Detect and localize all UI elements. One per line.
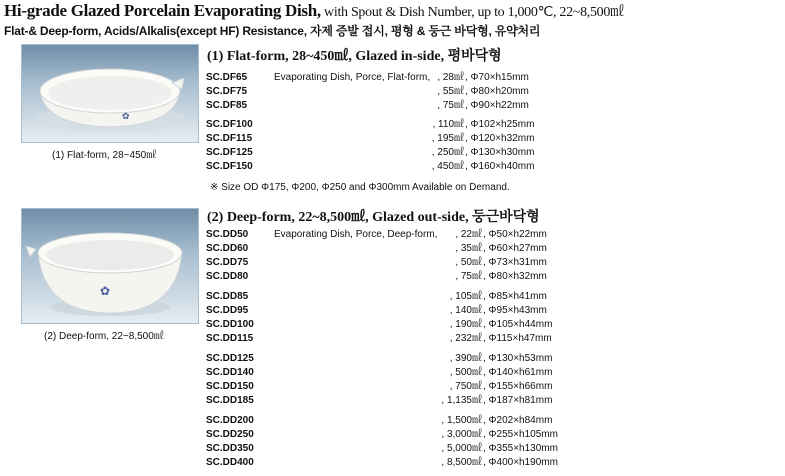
catalog-code: SC.DF115 bbox=[206, 133, 253, 144]
dimension-value: , Φ105×h44mm bbox=[483, 319, 553, 330]
title-main: Hi-grade Glazed Porcelain Evaporating Dish, bbox=[4, 1, 321, 20]
catalog-code: SC.DD75 bbox=[206, 257, 249, 268]
capacity-value: , 450㎖ bbox=[431, 161, 464, 172]
svg-text:✿: ✿ bbox=[122, 112, 130, 122]
capacity-value: , 28㎖ bbox=[437, 72, 464, 83]
capacity-value: , 390㎖ bbox=[449, 353, 482, 364]
capacity-value: , 8,500㎖ bbox=[441, 457, 482, 468]
catalog-code: SC.DD60 bbox=[206, 243, 249, 254]
capacity-value: , 110㎖ bbox=[432, 119, 464, 130]
dimension-value: , Φ400×h190mm bbox=[483, 457, 558, 468]
page-subtitle: Flat-& Deep-form, Acids/Alkalis(except HF) Resistance, 자제 증발 접시, 평형 & 둥근 바닥형, 유약처리 bbox=[4, 24, 541, 38]
dimension-value: , Φ160×h40mm bbox=[465, 161, 535, 172]
flat-dish-photo bbox=[21, 44, 199, 143]
catalog-code: SC.DD80 bbox=[206, 271, 249, 282]
dimension-value: , Φ102×h25mm bbox=[465, 119, 535, 130]
flat-note: ※ Size OD Φ175, Φ200, Φ250 and Φ300mm Available on Demand. bbox=[210, 182, 510, 193]
capacity-value: , 232㎖ bbox=[449, 333, 482, 344]
dimension-value: , Φ140×h61mm bbox=[483, 367, 553, 378]
capacity-value: , 500㎖ bbox=[449, 367, 482, 378]
dimension-value: , Φ187×h81mm bbox=[483, 395, 553, 406]
capacity-value: , 55㎖ bbox=[437, 86, 464, 97]
capacity-value: , 75㎖ bbox=[455, 271, 482, 282]
dimension-value: , Φ155×h66mm bbox=[483, 381, 553, 392]
catalog-code: SC.DD185 bbox=[206, 395, 254, 406]
capacity-value: , 1,135㎖ bbox=[441, 395, 482, 406]
catalog-code: SC.DD400 bbox=[206, 457, 254, 468]
capacity-value: , 50㎖ bbox=[455, 257, 482, 268]
dimension-value: , Φ73×h31mm bbox=[483, 257, 547, 268]
catalog-code: SC.DF65 bbox=[206, 72, 248, 83]
catalog-code: SC.DD95 bbox=[206, 305, 249, 316]
catalog-code: SC.DD200 bbox=[206, 415, 254, 426]
title-rest: with Spout & Dish Number, up to 1,000℃, 22~8,500㎖ bbox=[320, 5, 624, 20]
capacity-value: , 35㎖ bbox=[455, 243, 482, 254]
dimension-value: , Φ115×h47mm bbox=[483, 333, 552, 344]
catalog-code: SC.DD250 bbox=[206, 429, 254, 440]
deep-section-heading: (2) Deep-form, 22~8,500㎖, Glazed out-side, 둥근바닥형 bbox=[207, 210, 540, 225]
catalog-code: SC.DD85 bbox=[206, 291, 249, 302]
capacity-value: , 5,000㎖ bbox=[441, 443, 482, 454]
deep-dish-image bbox=[22, 209, 198, 323]
capacity-value: , 75㎖ bbox=[437, 100, 464, 111]
catalog-code: SC.DD350 bbox=[206, 443, 254, 454]
dimension-value: , Φ130×h30mm bbox=[465, 147, 535, 158]
deep-caption: (2) Deep-form, 22~8,500㎖ bbox=[44, 331, 164, 342]
catalog-code: SC.DF75 bbox=[206, 86, 248, 97]
capacity-value: , 140㎖ bbox=[449, 305, 482, 316]
catalog-code: SC.DD140 bbox=[206, 367, 254, 378]
dimension-value: , Φ130×h53mm bbox=[483, 353, 553, 364]
dimension-value: , Φ90×h22mm bbox=[465, 100, 529, 111]
catalog-code: SC.DF100 bbox=[206, 119, 253, 130]
dimension-value: , Φ80×h32mm bbox=[483, 271, 547, 282]
catalog-code: SC.DF125 bbox=[206, 147, 253, 158]
capacity-value: , 190㎖ bbox=[449, 319, 482, 330]
catalog-code: SC.DF150 bbox=[206, 161, 253, 172]
flat-section-heading: (1) Flat-form, 28~450㎖, Glazed in-side, 평바닥형 bbox=[207, 49, 502, 64]
capacity-value: , 3,000㎖ bbox=[441, 429, 482, 440]
dimension-value: , Φ60×h27mm bbox=[483, 243, 547, 254]
capacity-value: , 1,500㎖ bbox=[441, 415, 482, 426]
capacity-value: , 22㎖ bbox=[455, 229, 482, 240]
capacity-value: , 750㎖ bbox=[449, 381, 482, 392]
svg-text:✿: ✿ bbox=[100, 284, 111, 298]
flat-caption: (1) Flat-form, 28~450㎖ bbox=[52, 150, 157, 161]
dimension-value: , Φ50×h22mm bbox=[483, 229, 547, 240]
catalog-code: SC.DD125 bbox=[206, 353, 254, 364]
catalog-code: SC.DD150 bbox=[206, 381, 254, 392]
catalog-code: SC.DD100 bbox=[206, 319, 254, 330]
dimension-value: , Φ255×h105mm bbox=[483, 429, 558, 440]
capacity-value: , 250㎖ bbox=[431, 147, 464, 158]
dimension-value: , Φ202×h84mm bbox=[483, 415, 553, 426]
dimension-value: , Φ85×h41mm bbox=[483, 291, 547, 302]
catalog-code: SC.DD50 bbox=[206, 229, 249, 240]
catalog-code: SC.DD115 bbox=[206, 333, 254, 344]
page-title bbox=[4, 1, 624, 21]
item-description: Evaporating Dish, Porce, Deep-form, bbox=[274, 229, 438, 240]
dimension-value: , Φ70×h15mm bbox=[465, 72, 529, 83]
dimension-value: , Φ95×h43mm bbox=[483, 305, 547, 316]
capacity-value: , 195㎖ bbox=[431, 133, 464, 144]
dimension-value: , Φ120×h32mm bbox=[465, 133, 535, 144]
deep-dish-photo bbox=[21, 208, 199, 324]
dimension-value: , Φ355×h130mm bbox=[483, 443, 558, 454]
catalog-code: SC.DF85 bbox=[206, 100, 248, 111]
dimension-value: , Φ80×h20mm bbox=[465, 86, 529, 97]
capacity-value: , 105㎖ bbox=[449, 291, 482, 302]
flat-dish-image bbox=[22, 45, 198, 142]
item-description: Evaporating Dish, Porce, Flat-form, bbox=[274, 72, 431, 83]
